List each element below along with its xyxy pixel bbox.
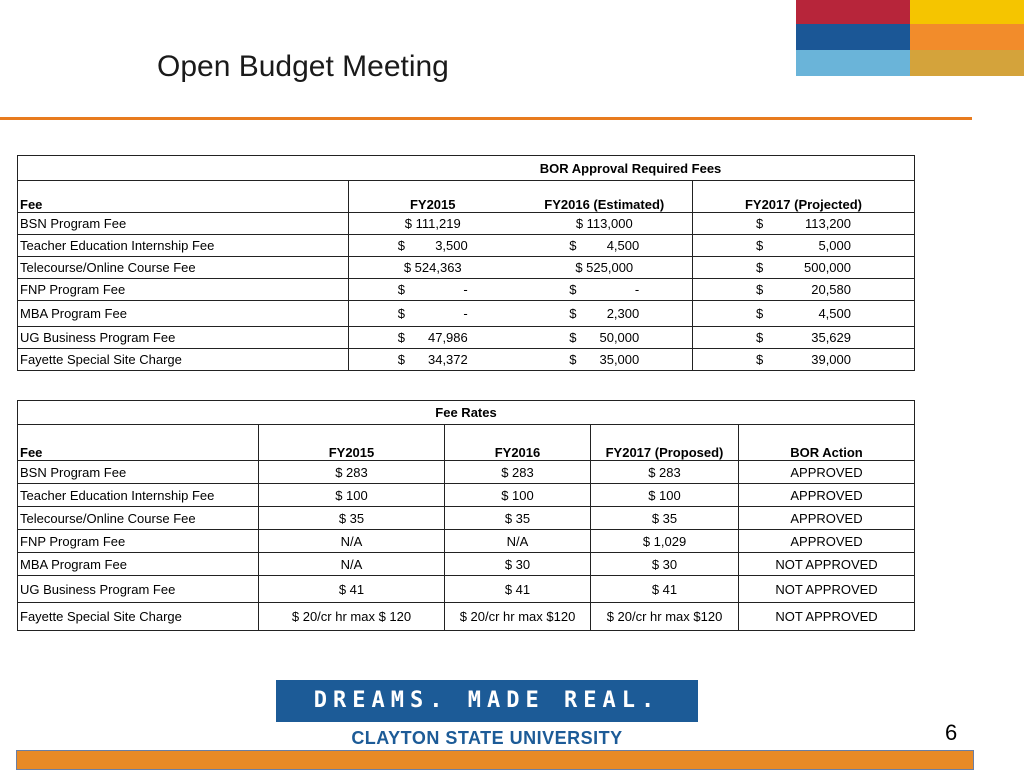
- fee-name: Teacher Education Internship Fee: [18, 235, 349, 257]
- fee-name: Fayette Special Site Charge: [20, 609, 182, 624]
- fy15-value: $ 41: [259, 576, 445, 603]
- corner-block-gold: [910, 50, 1024, 76]
- fy16-value: $ 20/cr hr max $120: [445, 603, 591, 631]
- fee-name: BSN Program Fee: [18, 213, 349, 235]
- fy15-value: 47,986: [427, 330, 468, 345]
- fee-rates-caption: Fee Rates: [18, 401, 915, 425]
- fy16-value: 4,500: [606, 238, 640, 253]
- fy15-value: $ 283: [259, 461, 445, 484]
- fee-name: FNP Program Fee: [18, 279, 349, 301]
- bor-action-status: APPROVED: [739, 461, 915, 484]
- bor-action-status: APPROVED: [739, 507, 915, 530]
- fy16-value: 2,300: [606, 306, 640, 321]
- fy17-value: $ 20/cr hr max $120: [591, 603, 739, 631]
- fy17-value: 35,629: [811, 330, 851, 345]
- fy16-value: $ 283: [445, 461, 591, 484]
- corner-block-orange: [910, 24, 1024, 50]
- bor-fees-table: [17, 155, 915, 371]
- fee-name: Telecourse/Online Course Fee: [18, 507, 259, 530]
- dreams-made-real-logo: DREAMS. MADE REAL.: [276, 680, 698, 722]
- table-row: BSN Program Fee $ 111,219 $ 113,000 $ 113,200: [18, 213, 915, 235]
- fy16-value: $ 525,000: [517, 257, 693, 279]
- table-row: [18, 553, 915, 576]
- fy15-value: N/A: [259, 553, 445, 576]
- col-header-fy2017: FY2017 (Projected): [693, 181, 915, 213]
- corner-block-blue: [796, 24, 910, 50]
- table-row: Telecourse/Online Course Fee $ 524,363 $ 525,000 $ 500,000: [18, 257, 915, 279]
- fy17-value: $ 35: [591, 507, 739, 530]
- fy16-value: 35,000: [599, 352, 640, 367]
- fy15-value: $ 100: [259, 484, 445, 507]
- table-row: [18, 484, 915, 507]
- fy17-value: 5,000: [818, 238, 851, 253]
- col-header-fy2015: FY2015: [349, 181, 517, 213]
- fy17-value: 500,000: [804, 260, 851, 275]
- fee-name: Fayette Special Site Charge: [20, 352, 182, 367]
- fy15-value: N/A: [259, 530, 445, 553]
- col-header-fy2017: FY2017 (Proposed): [591, 425, 739, 461]
- col-header-bor-action: BOR Action: [739, 425, 915, 461]
- fy17-value: $ 100: [591, 484, 739, 507]
- fee-name: Teacher Education Internship Fee: [18, 484, 259, 507]
- bor-action-status: APPROVED: [739, 484, 915, 507]
- fy15-value: -: [463, 306, 468, 321]
- fy15-value: $ 524,363: [349, 257, 517, 279]
- table-row: [18, 461, 915, 484]
- corner-block-yellow: [910, 0, 1024, 24]
- table-row: FNP Program Fee $ - $ - $ 20,580: [18, 279, 915, 301]
- fy17-value: 39,000: [811, 352, 851, 367]
- corner-block-lightblue: [796, 50, 910, 76]
- fy15-value: 34,372: [427, 352, 468, 367]
- table-row: Teacher Education Internship Fee $ 3,500 $ 4,500 $ 5,000: [18, 235, 915, 257]
- title-divider: [0, 117, 972, 120]
- fy15-value: $ 35: [259, 507, 445, 530]
- fy16-value: -: [634, 282, 640, 297]
- fee-name: MBA Program Fee: [18, 553, 259, 576]
- fee-name: UG Business Program Fee: [18, 327, 349, 349]
- corner-block-red: [796, 0, 910, 24]
- slide-title: Open Budget Meeting: [157, 50, 449, 83]
- fy17-value: $ 41: [591, 576, 739, 603]
- table-row: [18, 576, 915, 603]
- fy17-value: 113,200: [804, 216, 851, 231]
- fy16-value: $ 100: [445, 484, 591, 507]
- fy15-value: $ 111,219: [349, 213, 517, 235]
- table-row: [18, 603, 915, 631]
- fy15-value: 3,500: [435, 238, 468, 253]
- fee-name: BSN Program Fee: [18, 461, 259, 484]
- bor-action-status: APPROVED: [739, 530, 915, 553]
- fee-name: UG Business Program Fee: [18, 576, 259, 603]
- fee-name: MBA Program Fee: [18, 301, 349, 327]
- fy16-value: N/A: [445, 530, 591, 553]
- fy16-value: $ 113,000: [517, 213, 693, 235]
- bor-action-status: NOT APPROVED: [739, 603, 915, 631]
- fy17-value: 4,500: [818, 306, 851, 321]
- table-row: Fayette Special Site Charge $ 34,372 $ 35,000 $ 39,000: [18, 349, 915, 371]
- fy16-value: $ 41: [445, 576, 591, 603]
- university-name: CLAYTON STATE UNIVERSITY: [351, 728, 623, 748]
- bor-action-status: NOT APPROVED: [739, 576, 915, 603]
- fee-rates-table: [17, 400, 915, 631]
- col-header-fy2015: FY2015: [259, 425, 445, 461]
- fy17-value: $ 30: [591, 553, 739, 576]
- bor-action-status: NOT APPROVED: [739, 553, 915, 576]
- table-row: [18, 530, 915, 553]
- fy17-value: $ 1,029: [591, 530, 739, 553]
- fy16-value: 50,000: [599, 330, 640, 345]
- fy15-value: -: [463, 282, 468, 297]
- footer-bar: [16, 750, 974, 770]
- col-header-fee: Fee: [18, 425, 259, 461]
- fy16-value: $ 35: [445, 507, 591, 530]
- table-row: MBA Program Fee $ - $ 2,300 $ 4,500: [18, 301, 915, 327]
- table-row: [18, 507, 915, 530]
- fy17-value: $ 283: [591, 461, 739, 484]
- fy17-value: 20,580: [811, 282, 851, 297]
- fy15-value: $ 20/cr hr max $ 120: [259, 603, 445, 631]
- fee-name: Telecourse/Online Course Fee: [18, 257, 349, 279]
- fee-name: FNP Program Fee: [18, 530, 259, 553]
- col-header-fy2016: FY2016 (Estimated): [517, 181, 693, 213]
- fy16-value: $ 30: [445, 553, 591, 576]
- col-header-fy2016: FY2016: [445, 425, 591, 461]
- table-row: UG Business Program Fee $ 47,986 $ 50,000 $ 35,629: [18, 327, 915, 349]
- bor-fees-caption: BOR Approval Required Fees: [18, 156, 915, 181]
- col-header-fee: Fee: [18, 181, 349, 213]
- page-number: 6: [945, 720, 958, 745]
